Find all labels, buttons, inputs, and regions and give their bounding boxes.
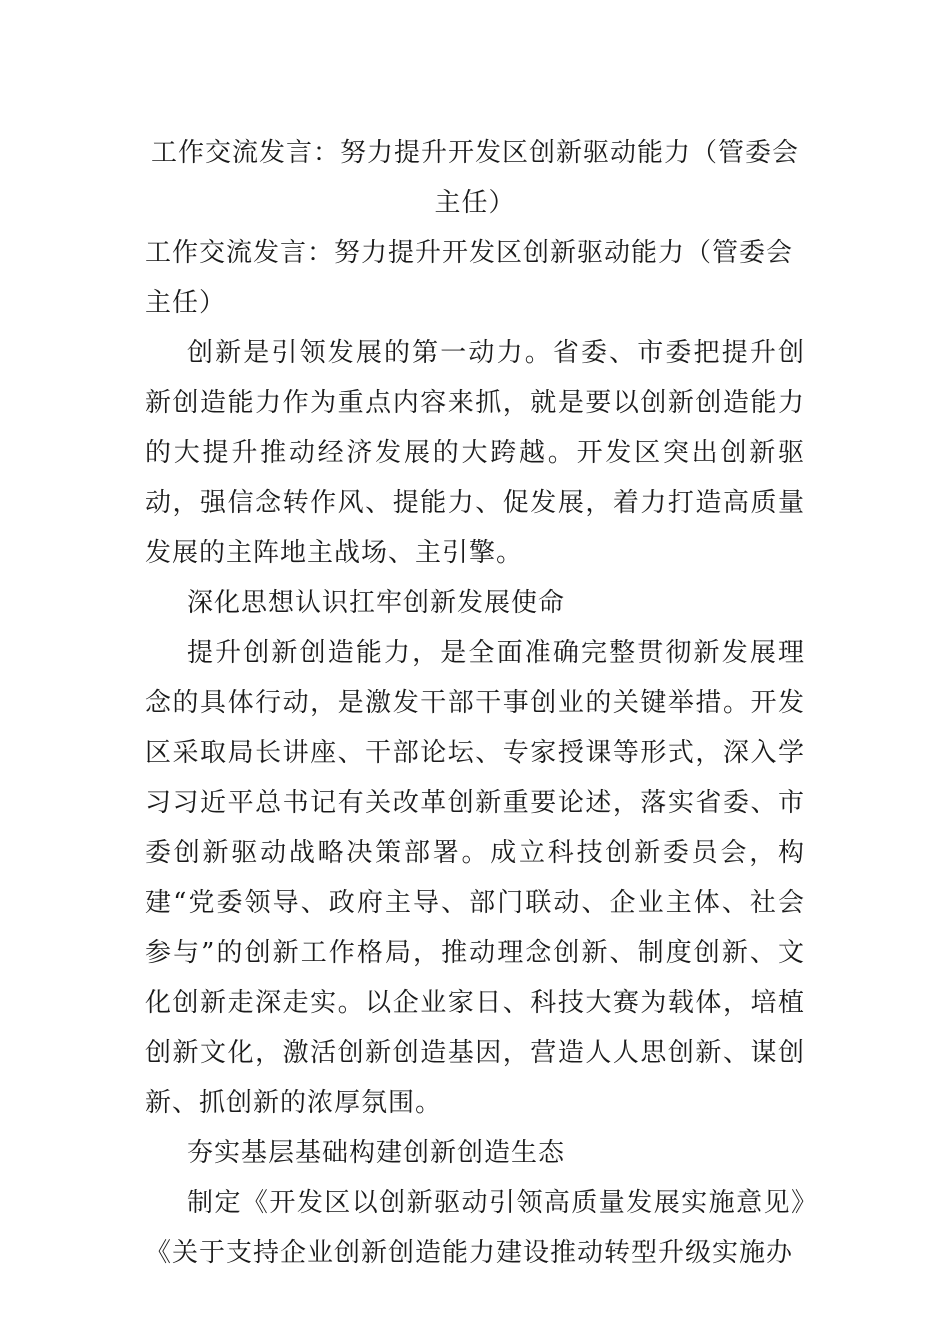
document-page [145,128,805,1278]
paragraph-section-2: 制定《开发区以创新驱动引领高质量发展实施意见》《关于支持企业创新创造能力建设推动转型升级实施办 [145,1188,805,1268]
section-heading-2: 夯实基层基础构建创新创造生态 [187,1138,566,1168]
paragraph-intro: 创新是引领发展的第一动力。省委、市委把提升创新创造能力作为重点内容来抓，就是要以创新创造能力的大提升推动经济发展的大跨越。开发区突出创新驱动，强信念转作风、提能力、促发展，着力打造高质量发展的主阵地主战场、主引擎。 [145,338,805,568]
document-title: 工作交流发言：努力提升开发区创新驱动能力（管委会主任） [150,138,799,218]
document-subtitle-repeat: 工作交流发言：努力提升开发区创新驱动能力（管委会主任） [145,238,794,318]
paragraph-section-1: 提升创新创造能力，是全面准确完整贯彻新发展理念的具体行动，是激发干部干事创业的关键举措。开发区采取局长讲座、干部论坛、专家授课等形式，深入学习习近平总书记有关改革创新重要论述，落实省委、市委创新驱动战略决策部署。成立科技创新委员会，构建“党委领导、政府主导、部门联动、企业主体、社会参与”的创新工作格局，推动理念创新、制度创新、文化创新走深走实。以企业家日、科技大赛为载体，培植创新文化，激活创新创造基因，营造人人思创新、谋创新、抓创新的浓厚氛围。 [145,638,805,1118]
section-heading-1: 深化思想认识扛牢创新发展使命 [187,588,566,618]
